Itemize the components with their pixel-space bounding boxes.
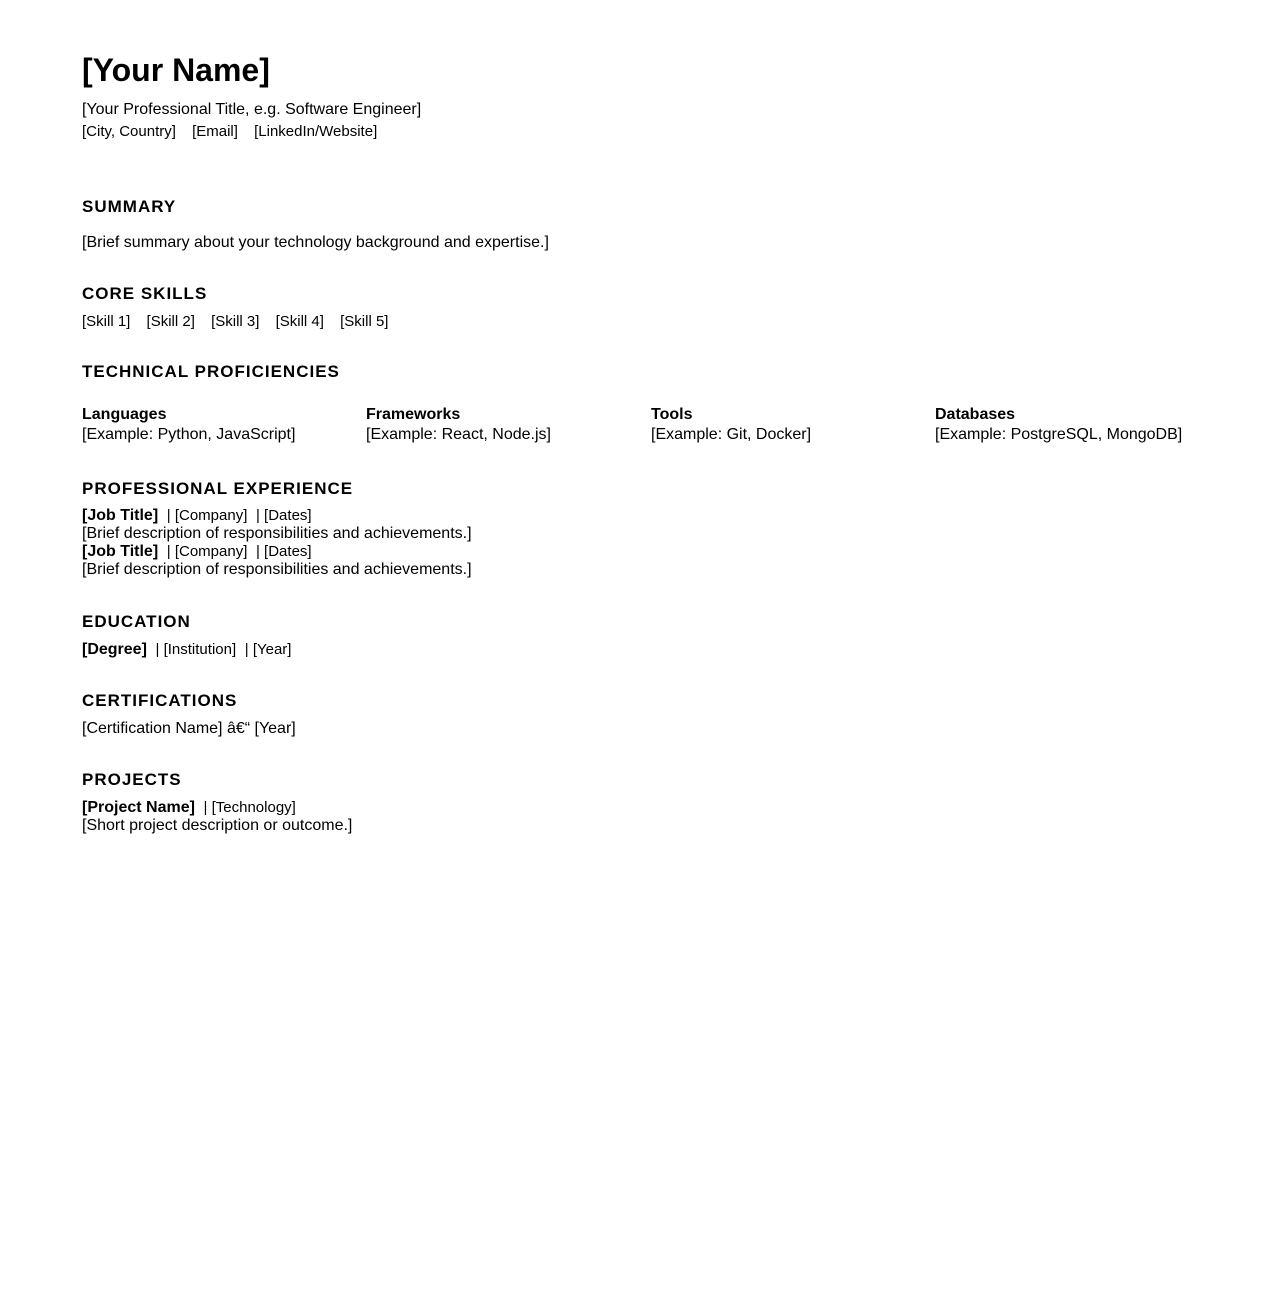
education-entry xyxy=(82,641,291,659)
projects-heading: PROJECTS xyxy=(82,770,182,789)
proficiency-label: Frameworks xyxy=(366,406,461,423)
proficiency-value: [Example: PostgreSQL, MongoDB] xyxy=(935,426,1183,443)
proficiency-databases xyxy=(935,406,1219,446)
degree: [Degree] xyxy=(82,641,147,658)
job-company: | [Company] xyxy=(162,543,248,560)
education-heading: EDUCATION xyxy=(82,612,191,631)
project-name: [Project Name] xyxy=(82,799,195,816)
proficiency-value: [Example: Git, Docker] xyxy=(651,426,812,443)
proficiency-value: [Example: Python, JavaScript] xyxy=(82,426,296,443)
job-company: | [Company] xyxy=(162,507,248,524)
contact-email: [Email] xyxy=(192,123,238,140)
contact-line xyxy=(82,123,389,141)
core-skills-heading: CORE SKILLS xyxy=(82,284,208,303)
job-header xyxy=(82,543,472,561)
project-entry xyxy=(82,799,352,835)
project-description: [Short project description or outcome.] xyxy=(82,817,353,834)
skill-item: [Skill 3] xyxy=(211,313,260,330)
job-title: [Job Title] xyxy=(82,507,159,524)
proficiency-label: Tools xyxy=(651,406,693,423)
skill-item: [Skill 1] xyxy=(82,313,131,330)
summary-text: [Brief summary about your technology background and expertise.] xyxy=(82,234,549,251)
experience-list xyxy=(82,507,472,579)
technical-proficiencies-heading: TECHNICAL PROFICIENCIES xyxy=(82,362,340,381)
project-header xyxy=(82,799,352,817)
contact-website: [LinkedIn/Website] xyxy=(254,123,378,140)
contact-location: [City, Country] xyxy=(82,123,176,140)
proficiency-label: Databases xyxy=(935,406,1016,423)
proficiency-value: [Example: React, Node.js] xyxy=(366,426,551,443)
job-description: [Brief description of responsibilities and achievements.] xyxy=(82,561,472,578)
project-technology: | [Technology] xyxy=(199,799,296,816)
candidate-name: [Your Name] xyxy=(82,52,270,88)
job-description: [Brief description of responsibilities and achievements.] xyxy=(82,525,472,542)
certification-entry: [Certification Name] â€“ [Year] xyxy=(82,720,296,737)
proficiency-tools xyxy=(651,406,935,446)
proficiency-label: Languages xyxy=(82,406,167,423)
skill-item: [Skill 4] xyxy=(275,313,324,330)
experience-heading: PROFESSIONAL EXPERIENCE xyxy=(82,479,354,498)
certifications-heading: CERTIFICATIONS xyxy=(82,691,238,710)
skill-item: [Skill 2] xyxy=(146,313,195,330)
proficiency-languages xyxy=(82,406,366,446)
skill-item: [Skill 5] xyxy=(340,313,389,330)
job-dates: | [Dates] xyxy=(251,543,312,560)
job-title: [Job Title] xyxy=(82,543,159,560)
core-skills-list xyxy=(82,313,400,331)
proficiency-frameworks xyxy=(366,406,650,446)
job-header xyxy=(82,507,472,525)
summary-heading: SUMMARY xyxy=(82,197,177,216)
job-dates: | [Dates] xyxy=(251,507,312,524)
professional-title: [Your Professional Title, e.g. Software Engineer] xyxy=(82,101,422,118)
education-year: | [Year] xyxy=(240,641,292,658)
institution: | [Institution] xyxy=(151,641,237,658)
